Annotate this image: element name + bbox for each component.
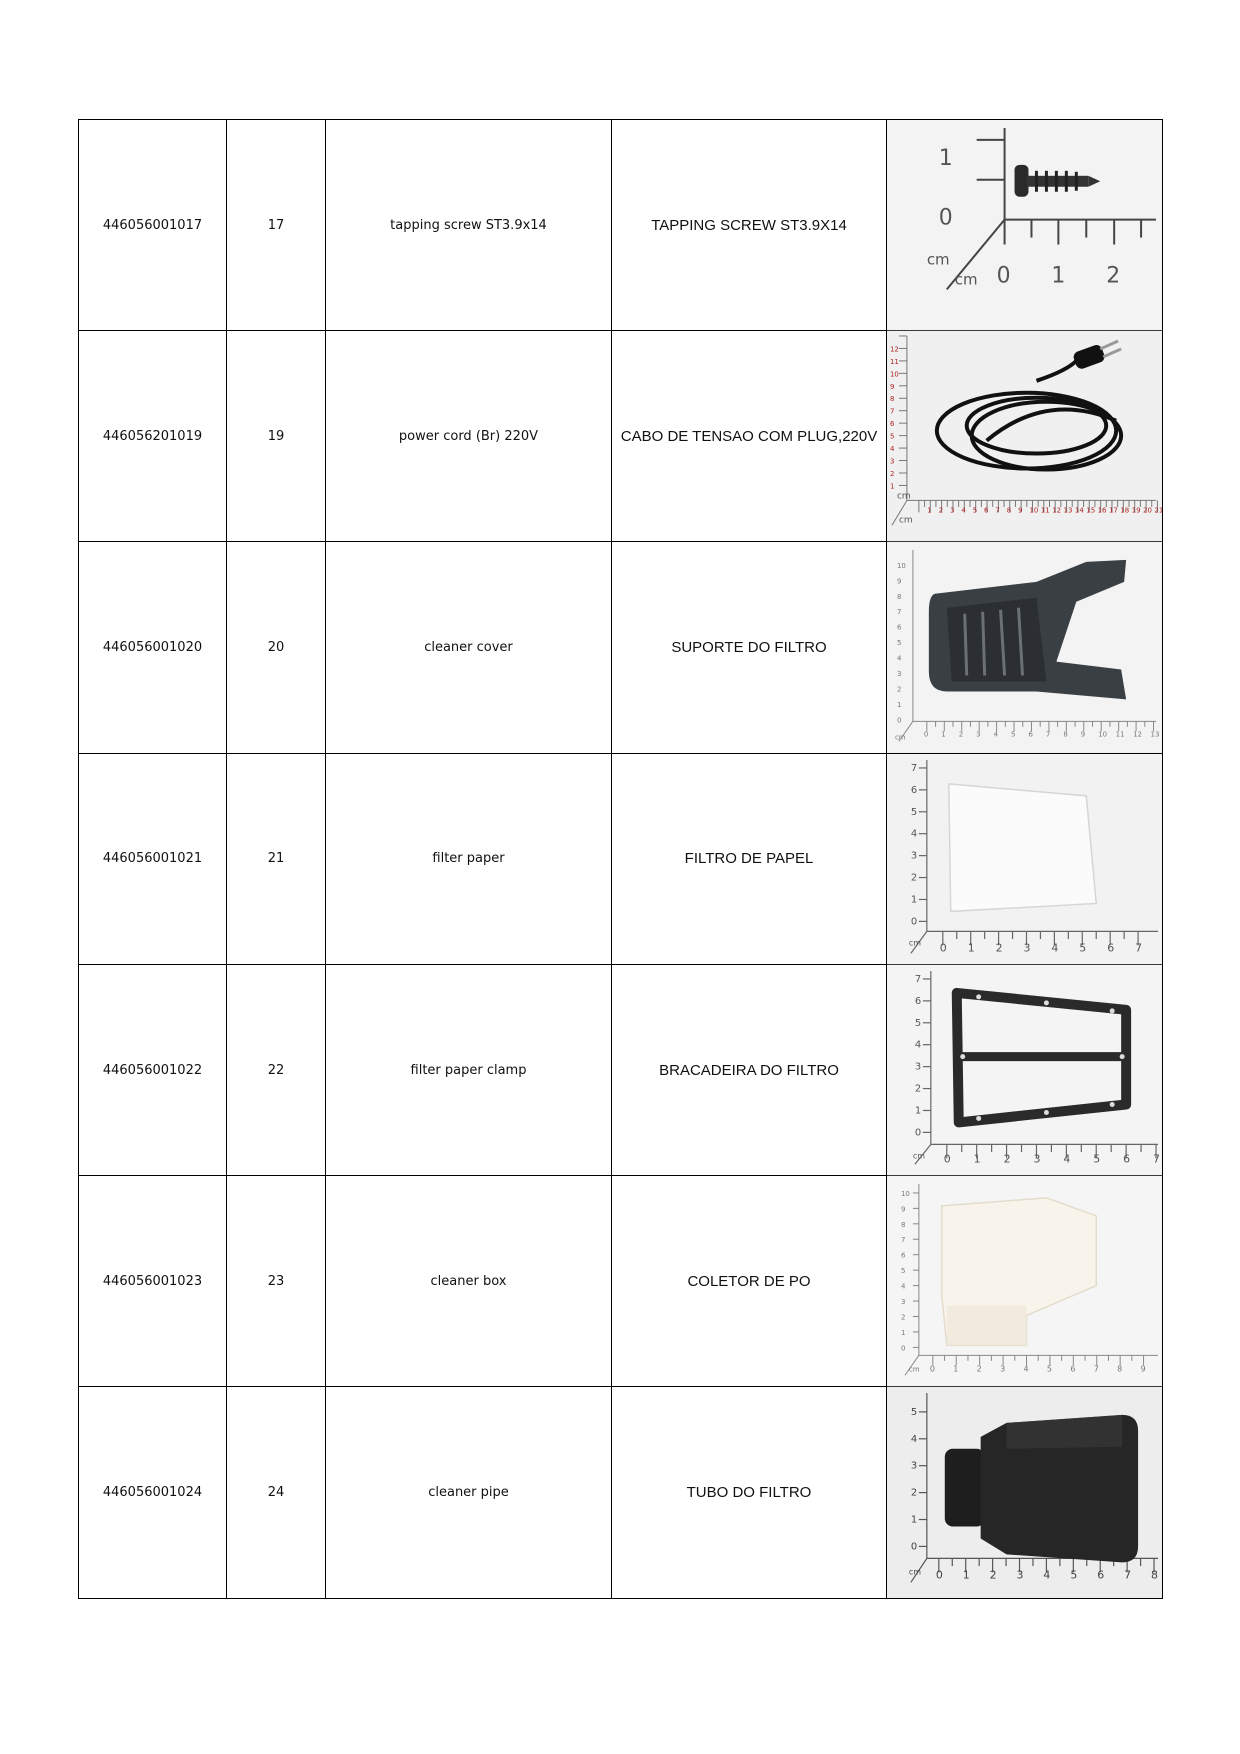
- ruler-label: 5: [889, 432, 895, 441]
- ruler-label: 12: [889, 345, 899, 354]
- ruler-label: 7: [1045, 730, 1051, 739]
- ruler-label: 0: [914, 1127, 922, 1139]
- ruler-label: 10: [1029, 506, 1039, 515]
- ruler-label: 2: [889, 470, 895, 479]
- ruler-label: 11: [1040, 506, 1050, 515]
- ruler-label: 0: [938, 205, 953, 231]
- ruler-label: 5: [1093, 1152, 1101, 1166]
- ruler-label: 9: [889, 383, 895, 392]
- parts-table: [78, 119, 1163, 1599]
- ruler-label: 0: [929, 1364, 935, 1374]
- ruler-label: 6: [896, 624, 902, 633]
- description-pt: CABO DE TENSAO COM PLUG,220V: [612, 331, 887, 542]
- ruler-unit: cm: [926, 250, 950, 269]
- ruler-label: 5: [900, 1267, 906, 1276]
- ruler-label: 5: [910, 806, 918, 818]
- ruler-label: 2: [958, 730, 964, 739]
- ruler-label: 4: [1023, 1364, 1029, 1374]
- ruler-label: 1: [941, 730, 946, 739]
- ruler-label: 5: [896, 639, 902, 648]
- ruler-label: 3: [910, 850, 918, 862]
- ruler-label: 3: [1033, 1152, 1041, 1166]
- ruler-label: 0: [943, 1152, 951, 1166]
- ruler-label: 2: [914, 1083, 922, 1095]
- ruler-label: 7: [900, 1236, 906, 1245]
- table-row: [79, 120, 1163, 331]
- ruler-label: 7: [910, 762, 918, 774]
- ruler-label: 3: [889, 457, 895, 466]
- ruler-label: 17: [1108, 506, 1118, 515]
- position-number: 19: [227, 331, 326, 542]
- ruler-label: 1: [1051, 263, 1066, 289]
- ruler-label: 8: [896, 593, 902, 602]
- ruler-label: 7: [1153, 1152, 1161, 1166]
- ruler-label: 5: [1070, 1568, 1078, 1582]
- ruler-label: 1: [896, 701, 902, 710]
- ruler-label: 0: [910, 916, 918, 928]
- ruler-label: 3: [1023, 940, 1031, 954]
- ruler-label: 10: [896, 562, 906, 571]
- ruler-label: 12: [1052, 506, 1062, 515]
- part-photo: [887, 542, 1163, 753]
- ruler-label: 12: [1133, 730, 1142, 739]
- filter-paper-icon: [887, 754, 1162, 964]
- ruler-unit: cm: [908, 938, 922, 948]
- ruler-label: 5: [1079, 940, 1087, 954]
- ruler-label: 7: [1135, 940, 1143, 954]
- part-photo: [887, 331, 1163, 542]
- ruler-label: 2: [1106, 263, 1121, 289]
- description-en: cleaner cover: [326, 542, 612, 753]
- ruler-label: 6: [900, 1251, 906, 1260]
- ruler-label: 9: [900, 1205, 906, 1214]
- position-number: 20: [227, 542, 326, 753]
- ruler-label: 6: [1028, 730, 1033, 739]
- ruler-label: 19: [1131, 506, 1141, 515]
- ruler-label: 5: [1046, 1364, 1052, 1374]
- ruler-label: 4: [993, 730, 999, 739]
- ruler-label: 4: [900, 1282, 906, 1291]
- table-row: [79, 964, 1163, 1175]
- ruler-label: 0: [910, 1541, 918, 1553]
- ruler-label: 8: [1117, 1364, 1123, 1374]
- ruler-label: 4: [961, 506, 966, 515]
- part-code: 446056001021: [79, 753, 227, 964]
- ruler-label: 1: [967, 940, 975, 954]
- ruler-label: 18: [1120, 506, 1130, 515]
- description-pt: COLETOR DE PO: [612, 1176, 887, 1387]
- ruler-label: 1: [973, 1152, 981, 1166]
- ruler-label: 4: [1063, 1152, 1071, 1166]
- ruler-label: 2: [976, 1364, 982, 1374]
- table-row: [79, 1387, 1163, 1598]
- ruler-label: 14: [1074, 506, 1084, 515]
- ruler-label: 7: [889, 407, 895, 416]
- ruler-label: 6: [910, 784, 918, 796]
- ruler-label: 9: [1140, 1364, 1146, 1374]
- ruler-label: 3: [1000, 1364, 1006, 1374]
- ruler-label: 0: [923, 730, 929, 739]
- part-photo: [887, 120, 1163, 331]
- ruler-label: 1: [953, 1364, 959, 1374]
- ruler-label: 10: [1098, 730, 1108, 739]
- description-en: tapping screw ST3.9x14: [326, 120, 612, 331]
- ruler-label: 5: [1011, 730, 1016, 739]
- ruler-label: 3: [914, 1061, 922, 1073]
- ruler-label: 2: [900, 1313, 906, 1322]
- part-code: 446056001023: [79, 1176, 227, 1387]
- ruler-label: 8: [1063, 730, 1068, 739]
- table-row: [79, 1176, 1163, 1387]
- ruler-label: 7: [914, 973, 922, 985]
- ruler-label: 5: [914, 1017, 922, 1029]
- part-code: 446056001024: [79, 1387, 227, 1598]
- ruler-label: 15: [1086, 506, 1096, 515]
- ruler-label: 3: [949, 506, 955, 515]
- ruler-label: 2: [995, 940, 1003, 954]
- ruler-label: 16: [1097, 506, 1107, 515]
- part-photo: [887, 1387, 1163, 1598]
- ruler-label: 1: [910, 894, 918, 906]
- ruler-label: 7: [896, 608, 902, 617]
- ruler-label: 9: [1018, 506, 1023, 515]
- ruler-label: 4: [1051, 940, 1059, 954]
- ruler-unit: cm: [894, 733, 906, 742]
- ruler-label: 6: [1123, 1152, 1131, 1166]
- ruler-label: 11: [889, 358, 899, 367]
- ruler-label: 1: [900, 1329, 906, 1338]
- filter-clamp-icon: [887, 965, 1162, 1175]
- ruler-label: 1: [938, 145, 953, 171]
- table-row: [79, 542, 1163, 753]
- ruler-label: 2: [938, 506, 944, 515]
- position-number: 17: [227, 120, 326, 331]
- part-photo: [887, 753, 1163, 964]
- ruler-label: 7: [1124, 1568, 1132, 1582]
- position-number: 23: [227, 1176, 326, 1387]
- ruler-label: 2: [1003, 1152, 1011, 1166]
- part-code: 446056001020: [79, 542, 227, 753]
- ruler-label: 3: [976, 730, 981, 739]
- table-row: [79, 753, 1163, 964]
- ruler-label: 10: [889, 370, 899, 379]
- description-en: filter paper clamp: [326, 964, 612, 1175]
- description-en: filter paper: [326, 753, 612, 964]
- ruler-label: 2: [896, 685, 902, 694]
- part-code: 446056201019: [79, 331, 227, 542]
- ruler-label: 4: [914, 1039, 922, 1051]
- ruler-unit: cm: [912, 1151, 926, 1161]
- position-number: 21: [227, 753, 326, 964]
- ruler-label: 3: [896, 670, 902, 679]
- ruler-label: 4: [910, 1434, 918, 1446]
- ruler-label: 8: [889, 395, 895, 404]
- ruler-label: 1: [889, 482, 895, 491]
- ruler-label: 6: [914, 995, 922, 1007]
- ruler-label: 2: [910, 872, 918, 884]
- description-pt: BRACADEIRA DO FILTRO: [612, 964, 887, 1175]
- ruler-label: 8: [900, 1220, 906, 1229]
- ruler-label: 4: [896, 655, 902, 664]
- ruler-label: 4: [910, 828, 918, 840]
- ruler-label: 6: [889, 420, 895, 429]
- ruler-label: 1: [962, 1568, 970, 1582]
- ruler-label: 2: [989, 1568, 997, 1582]
- ruler-label: 4: [889, 445, 895, 454]
- ruler-label: 7: [1093, 1364, 1099, 1374]
- cleaner-cover-icon: [887, 542, 1162, 752]
- ruler-label: 8: [1006, 506, 1012, 515]
- ruler-unit: cm: [898, 515, 913, 526]
- ruler-label: 8: [1151, 1568, 1159, 1582]
- ruler-label: 6: [984, 506, 989, 515]
- description-en: cleaner pipe: [326, 1387, 612, 1598]
- ruler-label: 2: [910, 1488, 918, 1500]
- description-pt: FILTRO DE PAPEL: [612, 753, 887, 964]
- ruler-label: 4: [1043, 1568, 1051, 1582]
- ruler-label: 5: [972, 506, 978, 515]
- ruler-label: 0: [996, 263, 1011, 289]
- description-en: power cord (Br) 220V: [326, 331, 612, 542]
- ruler-label: 6: [1097, 1568, 1105, 1582]
- ruler-label: 11: [1115, 730, 1125, 739]
- part-code: 446056001022: [79, 964, 227, 1175]
- ruler-label: 1: [910, 1514, 918, 1526]
- ruler-label: 7: [995, 506, 1000, 515]
- cleaner-box-icon: [887, 1176, 1162, 1386]
- ruler-label: 5: [910, 1407, 918, 1419]
- ruler-label: 0: [900, 1344, 906, 1353]
- ruler-label: 0: [939, 940, 947, 954]
- ruler-label: 21: [1154, 506, 1164, 515]
- position-number: 22: [227, 964, 326, 1175]
- ruler-label: 0: [896, 716, 902, 725]
- ruler-unit: cm: [908, 1365, 920, 1374]
- ruler-label: 13: [1150, 730, 1160, 739]
- description-en: cleaner box: [326, 1176, 612, 1387]
- ruler-label: 9: [896, 577, 902, 586]
- ruler-unit: cm: [954, 270, 978, 289]
- ruler-label: 1: [914, 1105, 922, 1117]
- ruler-label: 13: [1063, 506, 1073, 515]
- power-cord-icon: [887, 331, 1162, 541]
- ruler-label: 9: [1080, 730, 1086, 739]
- ruler-label: 10: [900, 1190, 910, 1199]
- ruler-label: 6: [1107, 940, 1115, 954]
- description-pt: SUPORTE DO FILTRO: [612, 542, 887, 753]
- ruler-label: 3: [1016, 1568, 1024, 1582]
- ruler-label: 0: [935, 1568, 943, 1582]
- ruler-label: 6: [1070, 1364, 1076, 1374]
- description-pt: TUBO DO FILTRO: [612, 1387, 887, 1598]
- ruler-label: 3: [910, 1461, 918, 1473]
- position-number: 24: [227, 1387, 326, 1598]
- part-code: 446056001017: [79, 120, 227, 331]
- ruler-label: 3: [900, 1298, 906, 1307]
- ruler-label: 1: [927, 506, 932, 515]
- tapping-screw-icon: [887, 120, 1162, 330]
- ruler-unit: cm: [896, 491, 911, 502]
- ruler-unit: cm: [908, 1567, 922, 1577]
- part-photo: [887, 964, 1163, 1175]
- description-pt: TAPPING SCREW ST3.9X14: [612, 120, 887, 331]
- cleaner-pipe-icon: [887, 1387, 1162, 1597]
- table-row: [79, 331, 1163, 542]
- ruler-label: 20: [1143, 506, 1152, 515]
- part-photo: [887, 1176, 1163, 1387]
